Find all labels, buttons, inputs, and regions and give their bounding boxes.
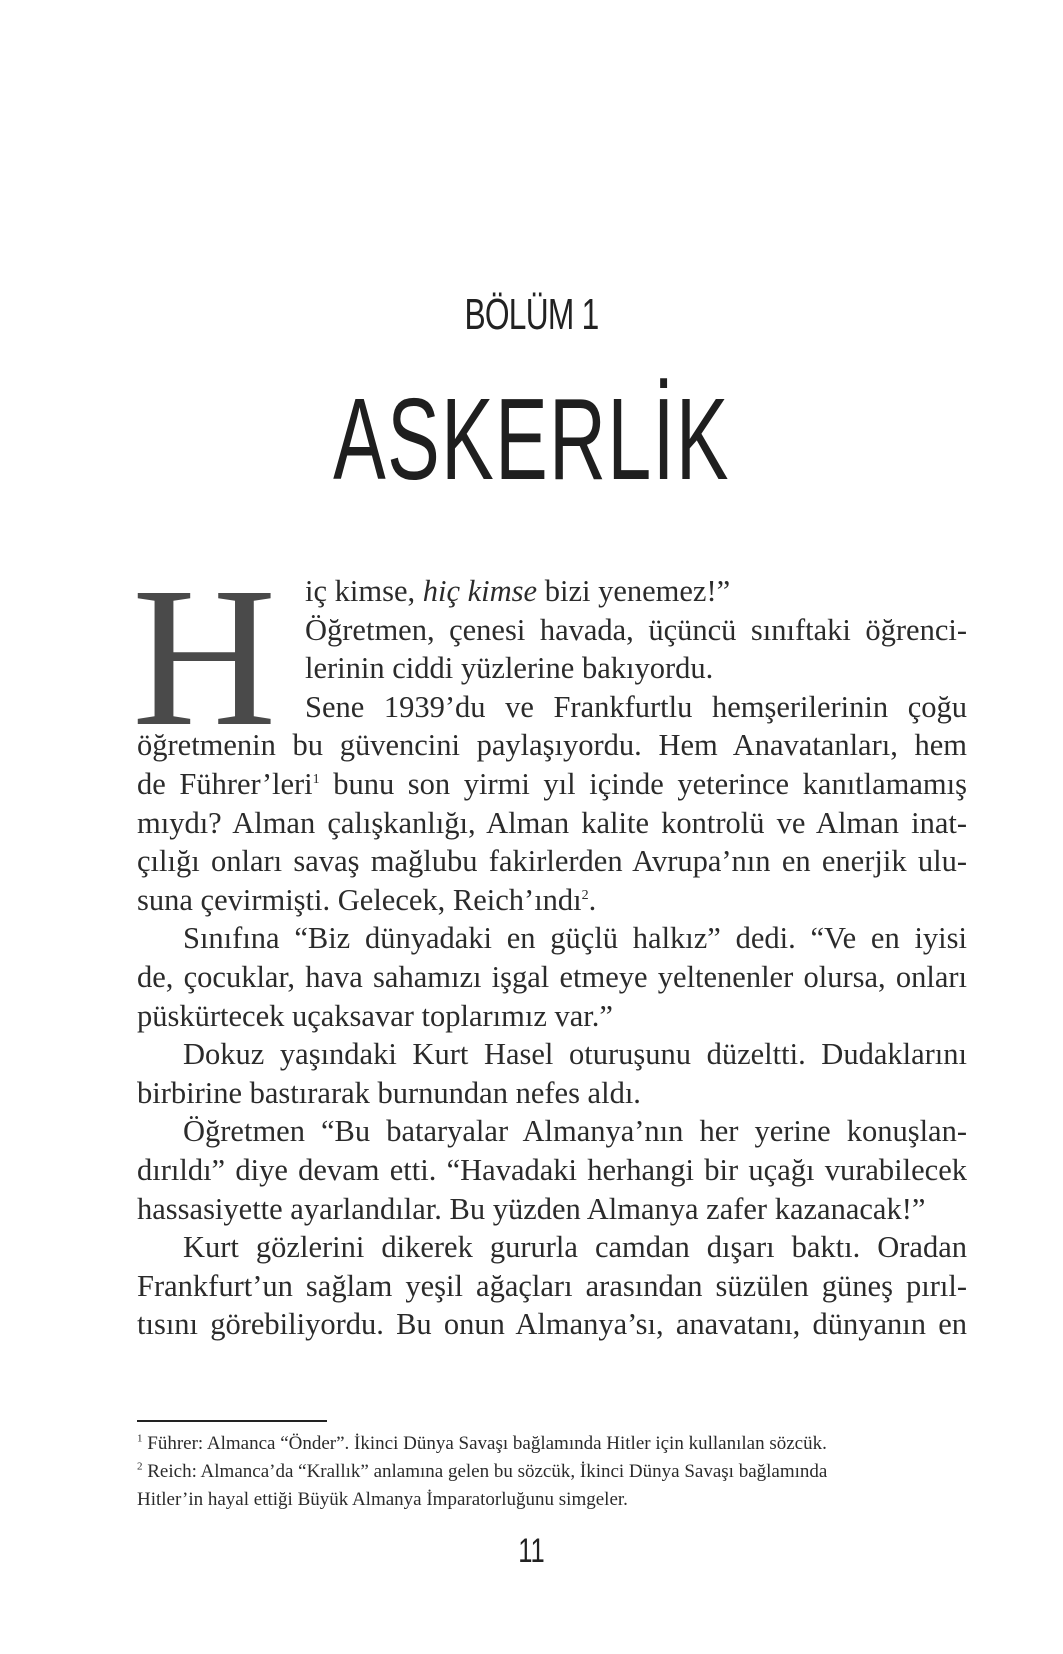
footnote-divider xyxy=(137,1420,327,1422)
footnote-ref-2: 2 xyxy=(581,887,589,903)
footnote-1 xyxy=(137,1430,967,1458)
text-line: püskürtecek uçaksavar toplarımız var.” xyxy=(137,998,613,1033)
footnote-mark: 1 xyxy=(137,1432,143,1445)
footnote-2-continuation: Hitler’in hayal ettiği Büyük Almanya İmparatorluğunu simgeler. xyxy=(137,1489,628,1510)
page-number: 11 xyxy=(518,1532,545,1570)
footnote-text: Führer: Almanca “Önder”. İkinci Dünya Savaşı bağlamında Hitler için kullanılan sözcük. xyxy=(142,1433,827,1454)
footnotes xyxy=(137,1430,967,1514)
text-line: Kurt gözlerini dikerek gururla camdan dışarı baktı. Oradan xyxy=(183,1230,967,1265)
text-line: Öğretmen, çenesi havada, üçüncü sınıftaki öğrenci- xyxy=(305,612,967,647)
footnote-text: Reich: Almanca’da “Krallık” anlamına gelen bu sözcük, İkinci Dünya Savaşı bağlamında xyxy=(142,1461,828,1482)
text-line: suna çevirmişti. Gelecek, Reich’ındı$^2$. xyxy=(137,882,597,917)
text-line: de, çocuklar, hava sahamızı işgal etmeye yeltenenler olursa, onları xyxy=(137,959,967,994)
text-line: Frankfurt’un sağlam yeşil ağaçları arasından süzülen güneş pırıl- xyxy=(137,1268,967,1303)
text-line: çılığı onları savaş mağlubu fakirlerden Avrupa’nın en enerjik ulu- xyxy=(137,844,967,879)
footnote-2 xyxy=(137,1458,967,1486)
drop-cap-letter: H xyxy=(132,547,277,768)
text-line: Öğretmen “Bu bataryalar Almanya’nın her yerine konuşlan- xyxy=(183,1114,967,1149)
text-line: hassasiyette ayarlandılar. Bu yüzden Almanya zafer kazanacak!” xyxy=(137,1191,926,1226)
text-line: tısını görebiliyordu. Bu onun Almanya’sı, anavatanı, dünyanın en xyxy=(137,1307,967,1342)
text-line: Sınıfına “Biz dünyadaki en güçlü halkız” dedi. “Ve en iyisi xyxy=(183,921,967,956)
text-line: birbirine bastırarak burnundan nefes aldı. xyxy=(137,1075,641,1110)
text-line: Dokuz yaşındaki Kurt Hasel oturuşunu düzeltti. Dudaklarını xyxy=(183,1037,967,1072)
text-line: mıydı? Alman çalışkanlığı, Alman kalite kontrolü ve Alman inat- xyxy=(137,805,967,840)
text-line: Sene 1939’du ve Frankfurtlu hemşerilerinin çoğu xyxy=(305,689,967,724)
footnote-ref-1: 1 xyxy=(312,771,320,787)
text-line: iç kimse, hiç kimse bizi yenemez!” xyxy=(305,574,731,608)
text-line: de Führer’leri$^1$ bunu son yirmi yıl içinde yeterince kanıtlamamış xyxy=(137,766,968,801)
emphasis-text: hiç kimse xyxy=(422,574,538,608)
body-text xyxy=(137,572,967,1344)
text-line: lerinin ciddi yüzlerine bakıyordu. xyxy=(305,651,714,686)
text-line: öğretmenin bu güvencini paylaşıyordu. Hem Anavatanları, hem xyxy=(137,728,967,763)
chapter-label: BÖLÜM 1 xyxy=(464,290,599,339)
footnote-mark: 2 xyxy=(137,1460,143,1473)
text-line: dırıldı” diye devam etti. “Havadaki herhangi bir uçağı vurabilecek xyxy=(137,1152,967,1187)
chapter-title: ASKERLİK xyxy=(333,374,730,504)
